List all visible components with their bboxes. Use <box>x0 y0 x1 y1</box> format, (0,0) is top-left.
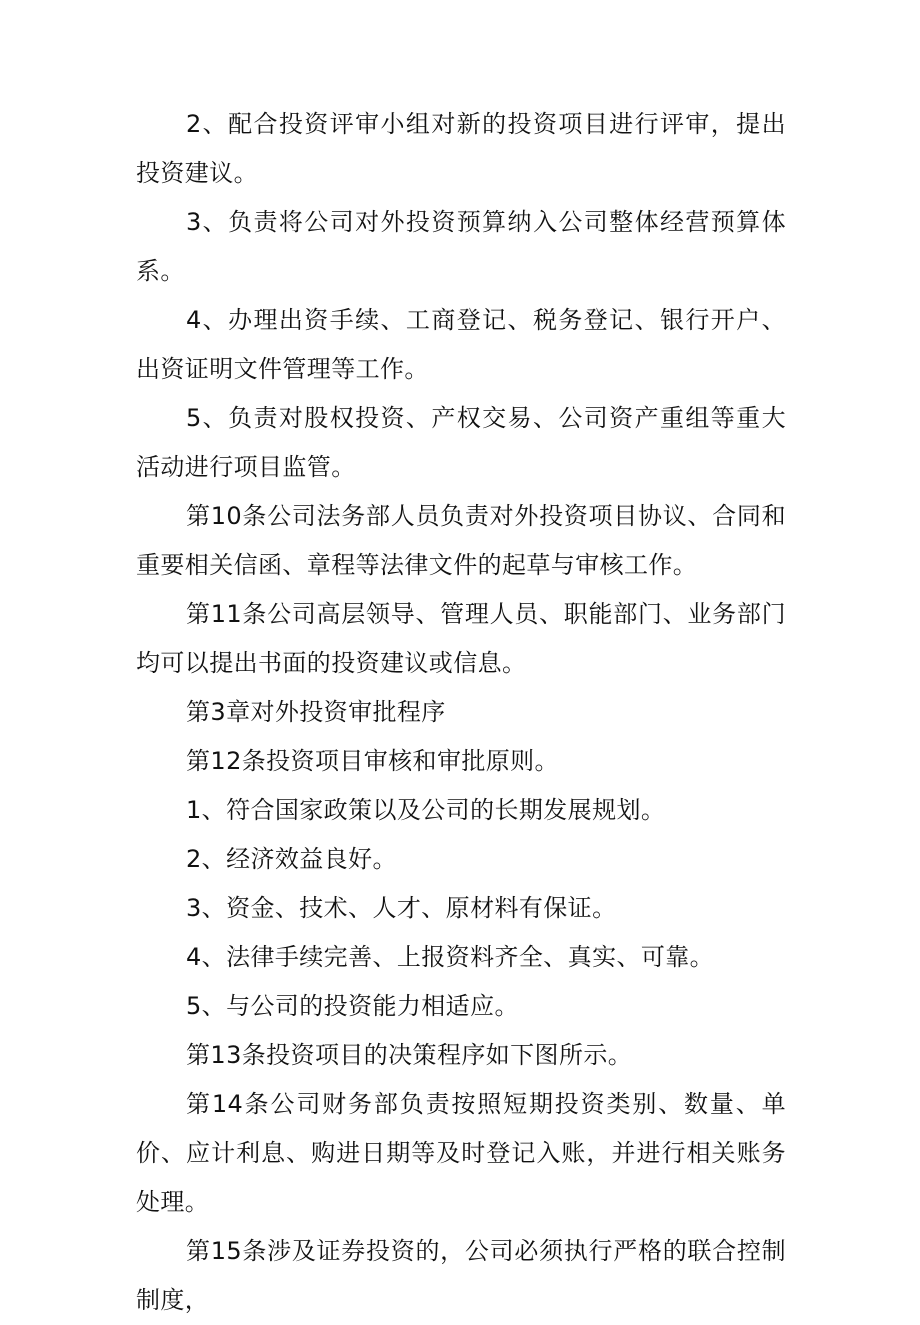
principle-1: 1、符合国家政策以及公司的长期发展规划。 <box>186 796 666 824</box>
article-15: 第15条涉及证券投资的，公司必须执行严格的联合控制制度， <box>136 1237 786 1314</box>
article-11: 第11条公司高层领导、管理人员、职能部门、业务部门均可以提出书面的投资建议或信息。 <box>136 600 786 677</box>
article-14: 第14条公司财务部负责按照短期投资类别、数量、单价、应计利息、购进日期等及时登记入账，并进行相关账务处理。 <box>136 1090 786 1216</box>
article-12: 第12条投资项目审核和审批原则。 <box>186 747 559 775</box>
article-10: 第10条公司法务部人员负责对外投资项目协议、合同和重要相关信函、章程等法律文件的起草与审核工作。 <box>136 502 786 579</box>
chapter-3-heading: 第3章对外投资审批程序 <box>186 698 446 726</box>
document-body <box>136 100 786 1325</box>
paragraph-item-4: 4、办理出资手续、工商登记、税务登记、银行开户、出资证明文件管理等工作。 <box>136 306 786 383</box>
paragraph-item-3: 3、负责将公司对外投资预算纳入公司整体经营预算体系。 <box>136 208 786 285</box>
principle-3: 3、资金、技术、人才、原材料有保证。 <box>186 894 617 922</box>
paragraph-item-5: 5、负责对股权投资、产权交易、公司资产重组等重大活动进行项目监管。 <box>136 404 786 481</box>
paragraph-item-2: 2、配合投资评审小组对新的投资项目进行评审，提出投资建议。 <box>136 110 786 187</box>
article-13: 第13条投资项目的决策程序如下图所示。 <box>186 1041 633 1069</box>
principle-2: 2、经济效益良好。 <box>186 845 397 873</box>
principle-5: 5、与公司的投资能力相适应。 <box>186 992 519 1020</box>
principle-4: 4、法律手续完善、上报资料齐全、真实、可靠。 <box>186 943 715 971</box>
